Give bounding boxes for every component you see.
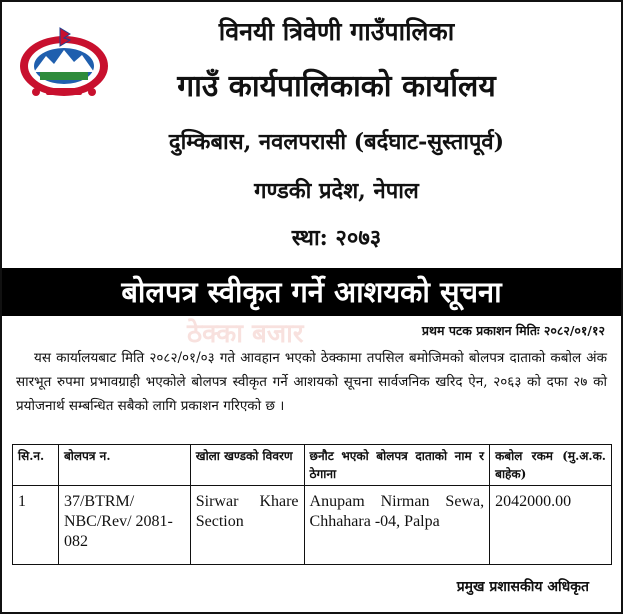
office-address: दुम्किबास, नवलपरासी (बर्दघाट-सुस्तापूर्व) [168,129,505,155]
header-amount: कबोल रकम (मु.अ.क. बाहेक) [490,445,612,486]
watermark: ठेक्का बजार [187,319,304,349]
bid-table [12,444,612,565]
cell-sn: 1 [13,486,59,565]
office-name: गाउँ कार्यपालिकाको कार्यालय [177,69,496,104]
cell-amount: 2042000.00 [490,486,612,565]
cell-section: Sirwar Khare Section [190,486,304,565]
notice-title-banner: बोलपत्र स्वीकृत गर्ने आशयको सूचना [2,268,621,316]
notice-body [16,346,607,418]
table-header-row [13,445,612,486]
header-bidder: छनौट भएको बोलपत्र दाताको नाम र ठेगाना [304,445,490,486]
signatory: प्रमुख प्रशासकीय अधिकृत [456,579,589,595]
municipality-name: विनयी त्रिवेणी गाउँपालिका [218,17,455,46]
established-year: स्था: २०७३ [291,225,382,251]
header-bid-no: बोलपत्र न. [58,445,190,486]
notice-paragraph: यस कार्यालयबाट मिति २०८२/०१/०३ गते आवहान भएको ठेक्कामा तपसिल बमोजिमको बोलपत्र दाताको कबोल अंक सारभूत रुपमा प्रभावग्राही भएकोले बोलपत्र स्वीकृत गर्ने आशयको सूचना सार्वजनिक खरिद ऐन, २०६३ को दफा २७ को प्रयोजनार्थ सम्बन्धित सबैको लागि प्रकाशन गरिएको छ । [16,350,607,414]
province-country: गण्डकी प्रदेश, नेपाल [254,178,419,204]
cell-bid-no: 37/BTRM/ NBC/Rev/ 2081-082 [58,486,190,565]
cell-bidder: Anupam Nirman Sewa, Chhahara -04, Palpa [304,486,490,565]
header-section: खोला खण्डको विवरण [190,445,304,486]
publication-date: प्रथम पटक प्रकाशन मितिः २०८२/०१/१२ [421,323,605,338]
header-sn: सि.न. [13,445,59,486]
table-row [13,486,612,565]
